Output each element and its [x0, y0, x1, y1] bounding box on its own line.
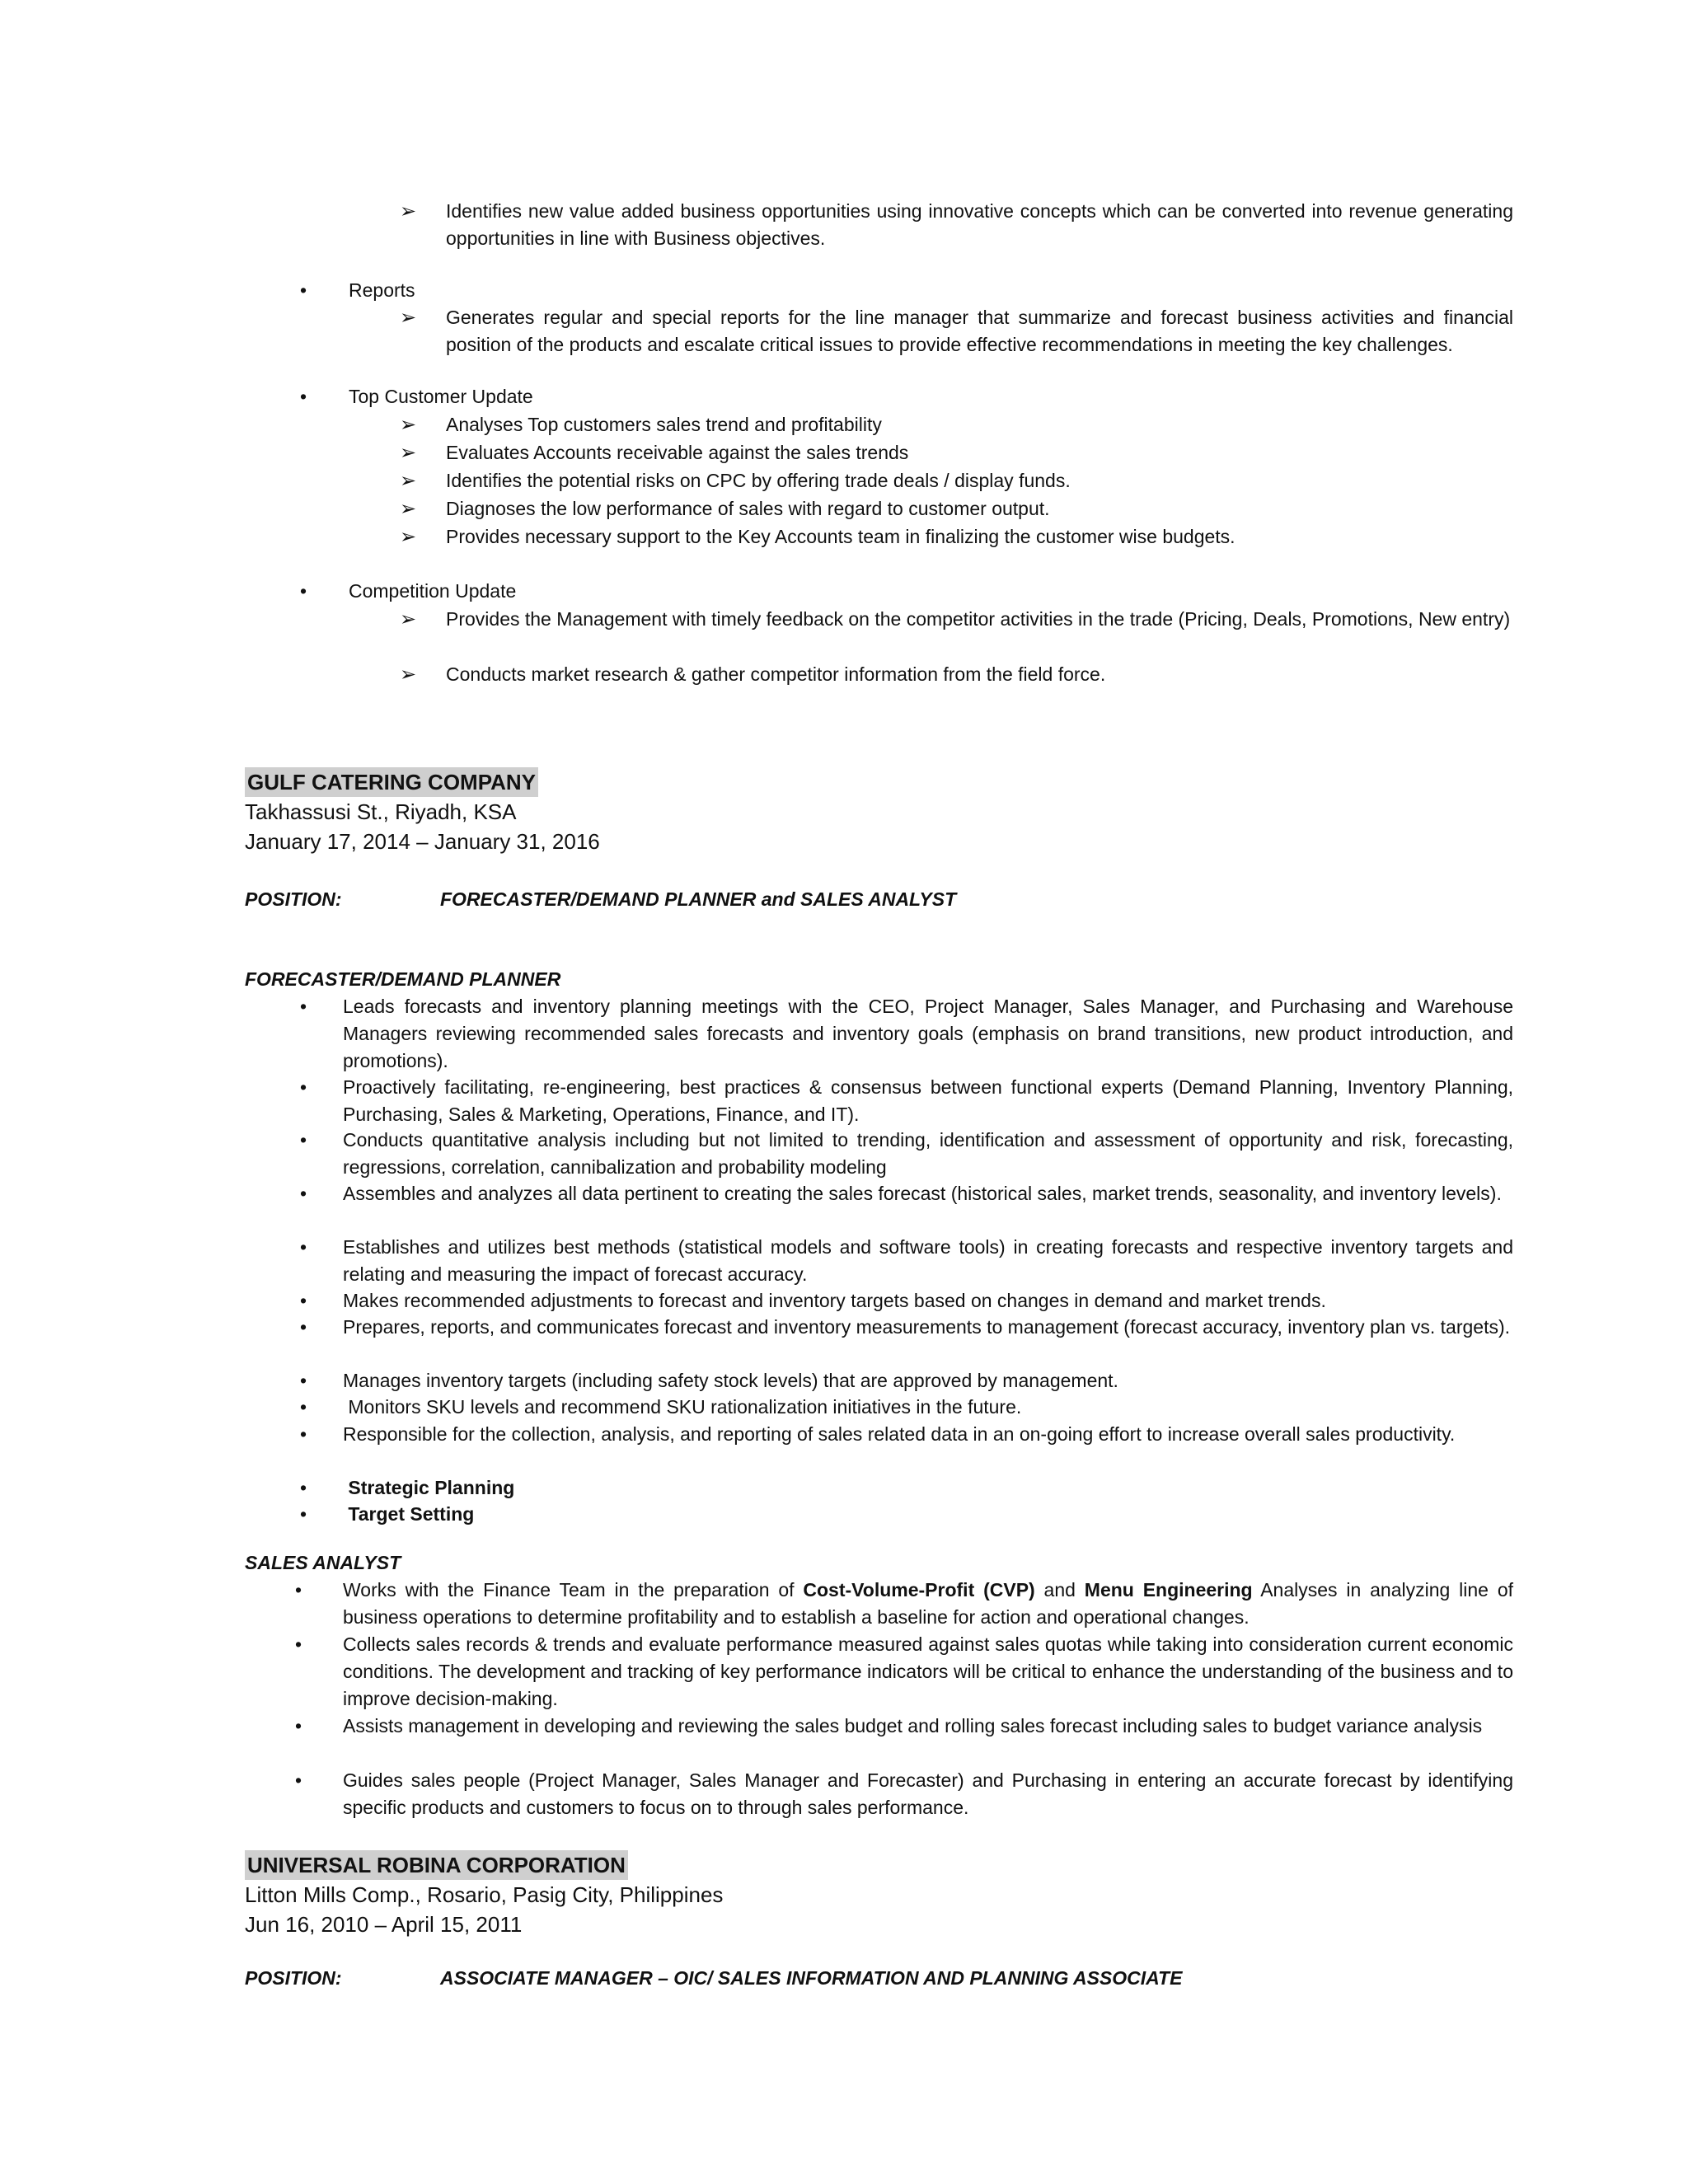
- list-item: Identifies new value added business opportunities using innovative concepts which can be converted into revenue generating opportunities in line with Business objectives.: [446, 200, 1513, 249]
- section-top-customer-title: Top Customer Update: [349, 386, 533, 407]
- list-item: Identifies the potential risks on CPC by offering trade deals / display funds.: [446, 470, 1071, 491]
- bullet-icon: •: [295, 1579, 302, 1601]
- list-item: Monitors SKU levels and recommend SKU rationalization initiatives in the future.: [343, 1396, 1022, 1418]
- position-title: ASSOCIATE MANAGER – OIC/ SALES INFORMATION AND PLANNING ASSOCIATE: [440, 1967, 1183, 1989]
- bullet-icon: •: [300, 1236, 307, 1258]
- list-item: Target Setting: [343, 1503, 475, 1525]
- company-address: Takhassusi St., Riyadh, KSA: [245, 799, 517, 824]
- subsection-heading: SALES ANALYST: [245, 1552, 401, 1573]
- bullet-icon: •: [300, 1423, 307, 1445]
- arrow-bullet-icon: ➢: [400, 663, 417, 686]
- bullet-icon: •: [300, 1503, 307, 1525]
- position-label: POSITION:: [245, 1967, 342, 1989]
- list-item: Analyses Top customers sales trend and profitability: [446, 414, 882, 435]
- bullet-icon: •: [300, 1316, 307, 1338]
- list-item: Manages inventory targets (including safety stock levels) that are approved by management.: [343, 1370, 1118, 1391]
- bullet-icon: •: [295, 1769, 302, 1791]
- list-item: Conducts quantitative analysis including but not limited to trending, identification and assessment of opportunity and risk, forecasting, regressions, correlation, cannibalization and probability modeling: [343, 1129, 1513, 1178]
- list-item: Collects sales records & trends and evaluate performance measured against sales quotas while taking into consideration current economic conditions. The development and tracking of key performance indicators will be critical to enhance the understanding of the business and to improve decision-making.: [343, 1633, 1513, 1709]
- list-item: Makes recommended adjustments to forecast and inventory targets based on changes in demand and market trends.: [343, 1290, 1326, 1311]
- position-title: FORECASTER/DEMAND PLANNER and SALES ANALYST: [440, 888, 957, 910]
- list-item: Assembles and analyzes all data pertinent to creating the sales forecast (historical sales, market trends, seasonality, and inventory levels).: [343, 1183, 1502, 1204]
- list-item: Evaluates Accounts receivable against the sales trends: [446, 442, 909, 463]
- bullet-icon: •: [300, 1396, 307, 1418]
- sales-term-menu-engineering: Menu Engineering: [1084, 1579, 1253, 1601]
- arrow-bullet-icon: ➢: [400, 526, 417, 548]
- bullet-icon: •: [295, 1715, 302, 1736]
- subsection-heading: FORECASTER/DEMAND PLANNER: [245, 968, 561, 990]
- arrow-bullet-icon: ➢: [400, 200, 417, 223]
- sales-text: Works with the Finance Team in the preparation of: [343, 1579, 804, 1601]
- section-competition-title: Competition Update: [349, 580, 517, 602]
- company-address: Litton Mills Comp., Rosario, Pasig City, Philippines: [245, 1882, 724, 1907]
- bullet-icon: •: [300, 1183, 307, 1204]
- employment-dates: Jun 16, 2010 – April 15, 2011: [245, 1912, 523, 1937]
- list-item: [343, 1577, 1513, 1631]
- sales-text: and: [1034, 1579, 1085, 1601]
- company-name-gulf: GULF CATERING COMPANY: [245, 767, 538, 797]
- employment-dates: January 17, 2014 – January 31, 2016: [245, 829, 600, 854]
- list-item: Provides the Management with timely feedback on the competitor activities in the trade (Pricing, Deals, Promotions, New entry): [446, 608, 1511, 630]
- arrow-bullet-icon: ➢: [400, 414, 417, 436]
- bullet-icon: •: [300, 996, 307, 1017]
- bullet-icon: •: [300, 1370, 307, 1391]
- arrow-bullet-icon: ➢: [400, 608, 417, 630]
- bullet-icon: •: [300, 1477, 307, 1498]
- list-item: Establishes and utilizes best methods (statistical models and software tools) in creating forecasts and respective inventory targets and relating and measuring the impact of forecast accuracy.: [343, 1236, 1513, 1285]
- list-item: Leads forecasts and inventory planning meetings with the CEO, Project Manager, Sales Manager, and Purchasing and Warehouse Managers reviewing recommended sales forecasts and inventory goals (emphasis on brand transitions, new product introduction, and promotions).: [343, 996, 1513, 1071]
- company-name-universal: UNIVERSAL ROBINA CORPORATION: [245, 1850, 628, 1880]
- bullet-icon: •: [300, 386, 307, 407]
- bullet-icon: •: [300, 1129, 307, 1151]
- list-item: Generates regular and special reports for the line manager that summarize and forecast business activities and financial position of the products and escalate critical issues to provide effective recommendations in meeting the key challenges.: [446, 307, 1513, 355]
- list-item: Responsible for the collection, analysis, and reporting of sales related data in an on-going effort to increase overall sales productivity.: [343, 1423, 1456, 1445]
- arrow-bullet-icon: ➢: [400, 470, 417, 492]
- list-item: Proactively facilitating, re-engineering, best practices & consensus between functional experts (Demand Planning, Inventory Planning, Purchasing, Sales & Marketing, Operations, Finance, and IT).: [343, 1076, 1513, 1125]
- list-item: Diagnoses the low performance of sales with regard to customer output.: [446, 498, 1050, 519]
- position-label: POSITION:: [245, 888, 342, 910]
- list-item: Strategic Planning: [343, 1477, 515, 1498]
- sales-term-cvp: Cost-Volume-Profit (CVP): [803, 1579, 1035, 1601]
- sales-text: Analyses in analyzing line of business operations to determine profitability and to establish a baseline for action and operational changes.: [343, 1579, 1514, 1628]
- list-item: Assists management in developing and reviewing the sales budget and rolling sales forecast including sales to budget variance analysis: [343, 1715, 1483, 1736]
- list-item: Guides sales people (Project Manager, Sales Manager and Forecaster) and Purchasing in entering an accurate forecast by identifying specific products and customers to focus on to through sales performance.: [343, 1769, 1513, 1818]
- arrow-bullet-icon: ➢: [400, 307, 417, 329]
- list-item: Prepares, reports, and communicates forecast and inventory measurements to management (forecast accuracy, inventory plan vs. targets).: [343, 1316, 1511, 1338]
- list-item: Conducts market research & gather competitor information from the field force.: [446, 663, 1106, 685]
- bullet-icon: •: [300, 1290, 307, 1311]
- bullet-icon: •: [300, 1076, 307, 1098]
- arrow-bullet-icon: ➢: [400, 498, 417, 520]
- list-item: Provides necessary support to the Key Accounts team in finalizing the customer wise budgets.: [446, 526, 1236, 547]
- bullet-icon: •: [295, 1633, 302, 1655]
- bullet-icon: •: [300, 580, 307, 602]
- section-reports-title: Reports: [349, 279, 415, 301]
- arrow-bullet-icon: ➢: [400, 442, 417, 464]
- bullet-icon: •: [300, 279, 307, 301]
